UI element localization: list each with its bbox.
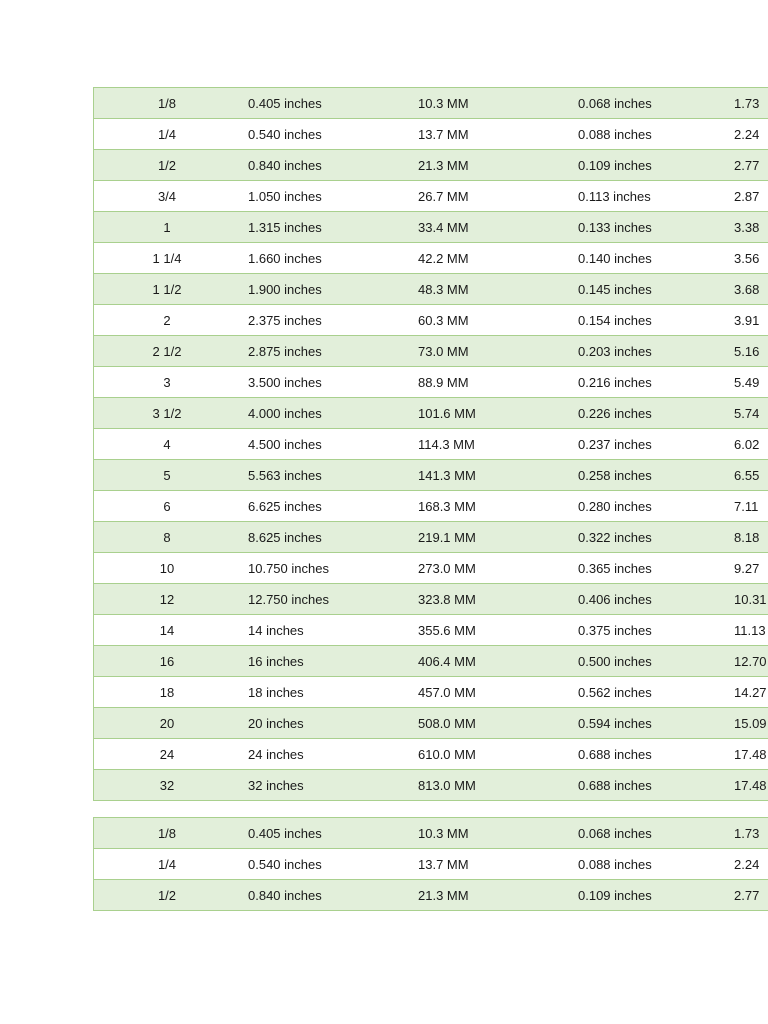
nominal-size-cell: 24 [94, 739, 241, 770]
outside-diameter-mm-cell: 114.3 MM [415, 429, 575, 460]
wall-thickness-inches-cell: 0.258 inches [575, 460, 731, 491]
wall-thickness-inches-cell: 0.237 inches [575, 429, 731, 460]
wall-thickness-mm-cell: 10.31 [731, 584, 768, 615]
nominal-size-cell: 10 [94, 553, 241, 584]
table-row [94, 522, 768, 553]
table-row [94, 677, 768, 708]
wall-thickness-mm-cell: 12.70 [731, 646, 768, 677]
wall-thickness-mm-cell: 15.09 [731, 708, 768, 739]
nominal-size-cell: 16 [94, 646, 241, 677]
outside-diameter-mm-cell: 168.3 MM [415, 491, 575, 522]
wall-thickness-mm-cell: 5.74 [731, 398, 768, 429]
outside-diameter-mm-cell: 42.2 MM [415, 243, 575, 274]
pipe-size-table-continued-grid [93, 817, 768, 911]
wall-thickness-inches-cell: 0.133 inches [575, 212, 731, 243]
outside-diameter-inches-cell: 18 inches [240, 677, 415, 708]
pipe-size-table-body [94, 88, 768, 801]
nominal-size-cell: 1/8 [94, 818, 241, 849]
outside-diameter-inches-cell: 5.563 inches [240, 460, 415, 491]
wall-thickness-inches-cell: 0.140 inches [575, 243, 731, 274]
outside-diameter-inches-cell: 8.625 inches [240, 522, 415, 553]
outside-diameter-mm-cell: 10.3 MM [415, 818, 575, 849]
wall-thickness-inches-cell: 0.154 inches [575, 305, 731, 336]
outside-diameter-mm-cell: 813.0 MM [415, 770, 575, 801]
table-row [94, 367, 768, 398]
table-row [94, 708, 768, 739]
table-row [94, 739, 768, 770]
wall-thickness-mm-cell: 1.73 [731, 88, 768, 119]
table-row [94, 150, 768, 181]
nominal-size-cell: 3 [94, 367, 241, 398]
wall-thickness-mm-cell: 2.24 [731, 119, 768, 150]
wall-thickness-mm-cell: 2.77 [731, 880, 768, 911]
nominal-size-cell: 4 [94, 429, 241, 460]
outside-diameter-inches-cell: 3.500 inches [240, 367, 415, 398]
outside-diameter-mm-cell: 273.0 MM [415, 553, 575, 584]
outside-diameter-mm-cell: 73.0 MM [415, 336, 575, 367]
nominal-size-cell: 18 [94, 677, 241, 708]
outside-diameter-inches-cell: 4.000 inches [240, 398, 415, 429]
outside-diameter-mm-cell: 508.0 MM [415, 708, 575, 739]
outside-diameter-mm-cell: 88.9 MM [415, 367, 575, 398]
table-row [94, 818, 768, 849]
table-row [94, 553, 768, 584]
nominal-size-cell: 1/2 [94, 880, 241, 911]
wall-thickness-inches-cell: 0.088 inches [575, 849, 731, 880]
wall-thickness-mm-cell: 8.18 [731, 522, 768, 553]
wall-thickness-inches-cell: 0.322 inches [575, 522, 731, 553]
table-row [94, 119, 768, 150]
wall-thickness-inches-cell: 0.688 inches [575, 739, 731, 770]
table-row [94, 615, 768, 646]
outside-diameter-mm-cell: 141.3 MM [415, 460, 575, 491]
table-row [94, 398, 768, 429]
outside-diameter-inches-cell: 0.405 inches [240, 88, 415, 119]
wall-thickness-inches-cell: 0.113 inches [575, 181, 731, 212]
wall-thickness-inches-cell: 0.109 inches [575, 150, 731, 181]
outside-diameter-inches-cell: 32 inches [240, 770, 415, 801]
wall-thickness-inches-cell: 0.068 inches [575, 818, 731, 849]
wall-thickness-mm-cell: 5.16 [731, 336, 768, 367]
wall-thickness-inches-cell: 0.203 inches [575, 336, 731, 367]
pipe-size-table-continued [93, 817, 768, 911]
outside-diameter-mm-cell: 13.7 MM [415, 119, 575, 150]
outside-diameter-inches-cell: 14 inches [240, 615, 415, 646]
wall-thickness-inches-cell: 0.226 inches [575, 398, 731, 429]
wall-thickness-mm-cell: 11.13 [731, 615, 768, 646]
nominal-size-cell: 1 1/2 [94, 274, 241, 305]
outside-diameter-inches-cell: 1.315 inches [240, 212, 415, 243]
nominal-size-cell: 1/2 [94, 150, 241, 181]
outside-diameter-inches-cell: 1.660 inches [240, 243, 415, 274]
outside-diameter-inches-cell: 12.750 inches [240, 584, 415, 615]
wall-thickness-inches-cell: 0.594 inches [575, 708, 731, 739]
table-row [94, 849, 768, 880]
pipe-size-table [93, 87, 768, 801]
wall-thickness-mm-cell: 2.24 [731, 849, 768, 880]
nominal-size-cell: 2 [94, 305, 241, 336]
table-row [94, 212, 768, 243]
outside-diameter-mm-cell: 10.3 MM [415, 88, 575, 119]
outside-diameter-inches-cell: 0.540 inches [240, 849, 415, 880]
table-row [94, 429, 768, 460]
wall-thickness-inches-cell: 0.280 inches [575, 491, 731, 522]
pipe-size-table-grid [93, 87, 768, 801]
table-row [94, 305, 768, 336]
nominal-size-cell: 1/4 [94, 119, 241, 150]
wall-thickness-mm-cell: 5.49 [731, 367, 768, 398]
outside-diameter-mm-cell: 48.3 MM [415, 274, 575, 305]
nominal-size-cell: 8 [94, 522, 241, 553]
wall-thickness-mm-cell: 7.11 [731, 491, 768, 522]
wall-thickness-mm-cell: 3.38 [731, 212, 768, 243]
wall-thickness-mm-cell: 14.27 [731, 677, 768, 708]
outside-diameter-mm-cell: 219.1 MM [415, 522, 575, 553]
wall-thickness-mm-cell: 17.48 [731, 770, 768, 801]
nominal-size-cell: 2 1/2 [94, 336, 241, 367]
outside-diameter-mm-cell: 26.7 MM [415, 181, 575, 212]
table-row [94, 770, 768, 801]
wall-thickness-mm-cell: 3.68 [731, 274, 768, 305]
wall-thickness-inches-cell: 0.145 inches [575, 274, 731, 305]
table-row [94, 274, 768, 305]
outside-diameter-inches-cell: 24 inches [240, 739, 415, 770]
wall-thickness-inches-cell: 0.216 inches [575, 367, 731, 398]
nominal-size-cell: 12 [94, 584, 241, 615]
nominal-size-cell: 1 1/4 [94, 243, 241, 274]
table-row [94, 181, 768, 212]
outside-diameter-inches-cell: 1.900 inches [240, 274, 415, 305]
wall-thickness-mm-cell: 6.02 [731, 429, 768, 460]
wall-thickness-inches-cell: 0.406 inches [575, 584, 731, 615]
table-row [94, 646, 768, 677]
outside-diameter-inches-cell: 4.500 inches [240, 429, 415, 460]
outside-diameter-mm-cell: 21.3 MM [415, 150, 575, 181]
nominal-size-cell: 20 [94, 708, 241, 739]
wall-thickness-mm-cell: 3.56 [731, 243, 768, 274]
outside-diameter-inches-cell: 16 inches [240, 646, 415, 677]
outside-diameter-inches-cell: 0.840 inches [240, 150, 415, 181]
nominal-size-cell: 3 1/2 [94, 398, 241, 429]
nominal-size-cell: 14 [94, 615, 241, 646]
nominal-size-cell: 3/4 [94, 181, 241, 212]
table-row [94, 460, 768, 491]
outside-diameter-mm-cell: 610.0 MM [415, 739, 575, 770]
outside-diameter-mm-cell: 406.4 MM [415, 646, 575, 677]
outside-diameter-inches-cell: 10.750 inches [240, 553, 415, 584]
wall-thickness-mm-cell: 17.48 [731, 739, 768, 770]
table-row [94, 880, 768, 911]
table-row [94, 243, 768, 274]
wall-thickness-inches-cell: 0.109 inches [575, 880, 731, 911]
nominal-size-cell: 1/8 [94, 88, 241, 119]
wall-thickness-inches-cell: 0.365 inches [575, 553, 731, 584]
outside-diameter-inches-cell: 1.050 inches [240, 181, 415, 212]
outside-diameter-inches-cell: 20 inches [240, 708, 415, 739]
wall-thickness-inches-cell: 0.068 inches [575, 88, 731, 119]
table-row [94, 336, 768, 367]
outside-diameter-inches-cell: 2.375 inches [240, 305, 415, 336]
nominal-size-cell: 5 [94, 460, 241, 491]
outside-diameter-mm-cell: 355.6 MM [415, 615, 575, 646]
wall-thickness-inches-cell: 0.688 inches [575, 770, 731, 801]
wall-thickness-mm-cell: 6.55 [731, 460, 768, 491]
table-row [94, 584, 768, 615]
outside-diameter-mm-cell: 457.0 MM [415, 677, 575, 708]
nominal-size-cell: 6 [94, 491, 241, 522]
outside-diameter-mm-cell: 13.7 MM [415, 849, 575, 880]
outside-diameter-inches-cell: 2.875 inches [240, 336, 415, 367]
outside-diameter-inches-cell: 0.540 inches [240, 119, 415, 150]
outside-diameter-mm-cell: 21.3 MM [415, 880, 575, 911]
table-row [94, 88, 768, 119]
wall-thickness-mm-cell: 1.73 [731, 818, 768, 849]
pipe-size-table-continued-body [94, 818, 768, 911]
wall-thickness-inches-cell: 0.562 inches [575, 677, 731, 708]
wall-thickness-inches-cell: 0.375 inches [575, 615, 731, 646]
nominal-size-cell: 32 [94, 770, 241, 801]
nominal-size-cell: 1 [94, 212, 241, 243]
wall-thickness-mm-cell: 2.77 [731, 150, 768, 181]
wall-thickness-mm-cell: 2.87 [731, 181, 768, 212]
outside-diameter-mm-cell: 33.4 MM [415, 212, 575, 243]
wall-thickness-mm-cell: 9.27 [731, 553, 768, 584]
outside-diameter-mm-cell: 60.3 MM [415, 305, 575, 336]
wall-thickness-mm-cell: 3.91 [731, 305, 768, 336]
outside-diameter-mm-cell: 323.8 MM [415, 584, 575, 615]
table-row [94, 491, 768, 522]
outside-diameter-inches-cell: 0.840 inches [240, 880, 415, 911]
outside-diameter-inches-cell: 6.625 inches [240, 491, 415, 522]
wall-thickness-inches-cell: 0.500 inches [575, 646, 731, 677]
nominal-size-cell: 1/4 [94, 849, 241, 880]
wall-thickness-inches-cell: 0.088 inches [575, 119, 731, 150]
outside-diameter-inches-cell: 0.405 inches [240, 818, 415, 849]
outside-diameter-mm-cell: 101.6 MM [415, 398, 575, 429]
